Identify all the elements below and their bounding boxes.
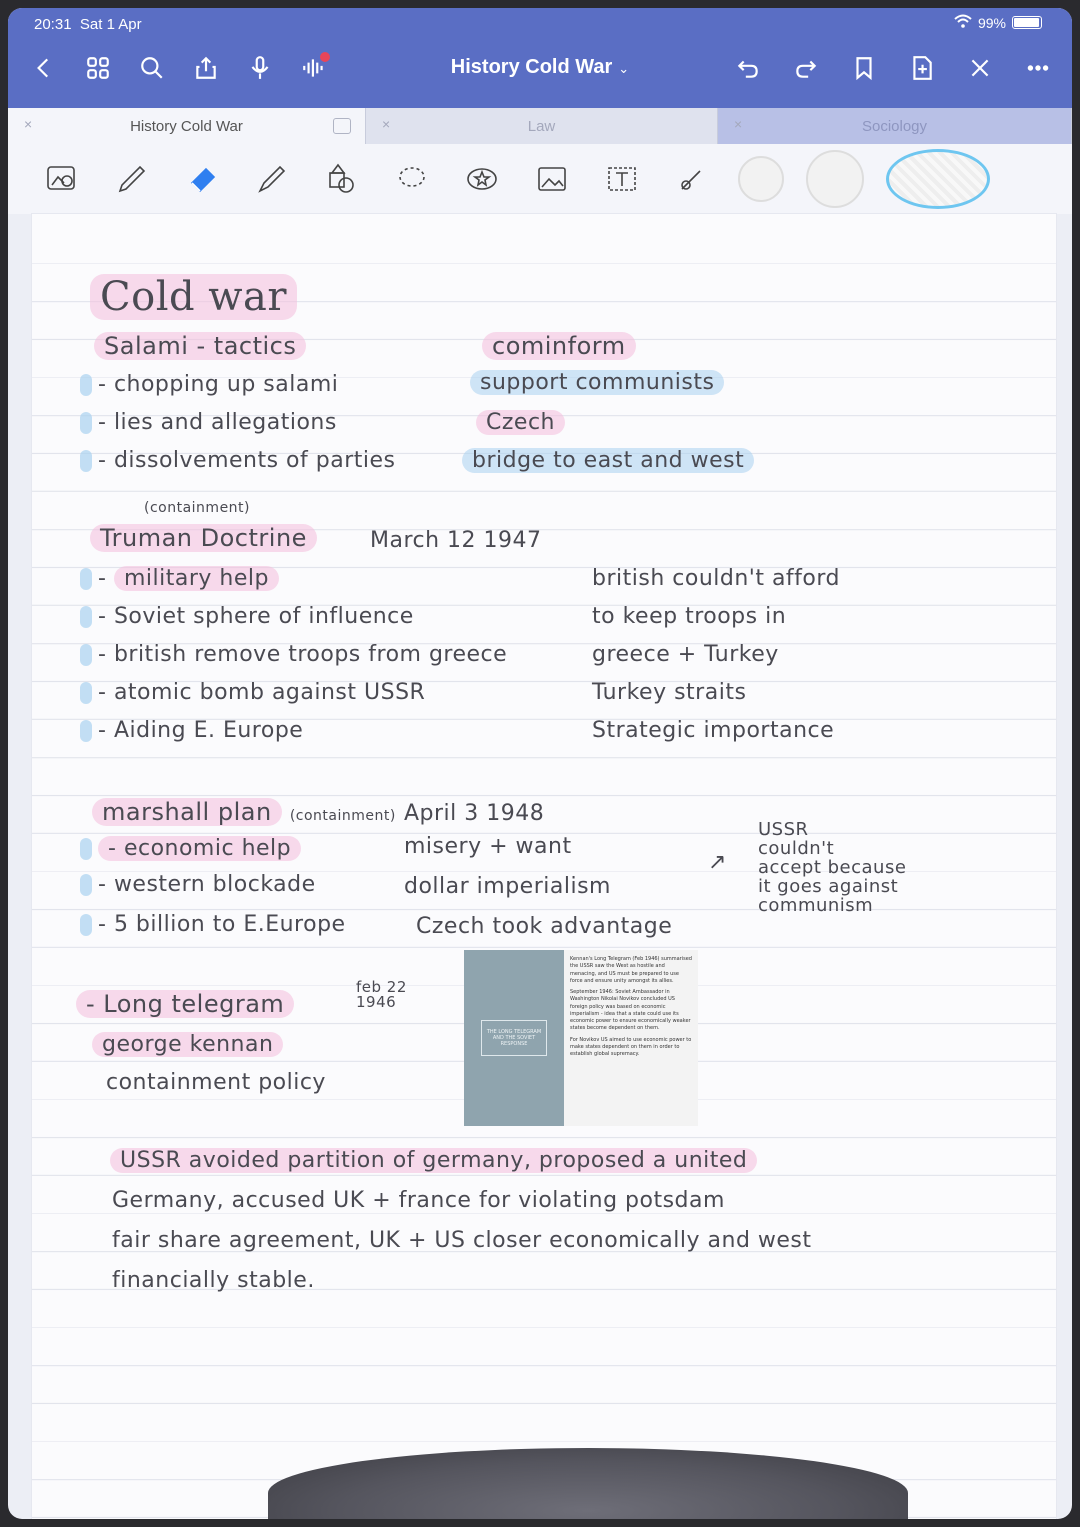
tab-close-icon[interactable]: × — [24, 116, 33, 132]
eraser-icon[interactable] — [178, 155, 226, 203]
page-title: Cold war — [90, 274, 297, 320]
notebook-page[interactable] — [32, 214, 1056, 1519]
tab-label: History Cold War — [130, 117, 243, 135]
book-cover-title: THE LONG TELEGRAM AND THE SOVIET RESPONSE — [481, 1020, 547, 1056]
embedded-text: Kennan's Long Telegram (Feb 1946) summarised the USSR saw the West as hostile and menacing, and US must be prepared to use force and ensure unity amongst its allies. September 1946: Soviet Ambassador in Washington Nikolai Novikov concluded US foreign policy was based on economic imperialism - idea that a state could use its economic power to ensure economically weaker states become dependent on them. For Novikov US aimed to use economic power to make states dependent on them in order to establish global supremacy. — [570, 956, 692, 1057]
embedded-image[interactable] — [464, 950, 698, 1126]
truman-date: March 12 1947 — [370, 528, 542, 553]
telegram-date: feb 22 1946 — [356, 978, 407, 1011]
marshall-note: misery + want — [404, 834, 572, 859]
telegram-heading: - Long telegram — [76, 990, 294, 1018]
tab-history-cold-war[interactable] — [8, 108, 366, 144]
marshall-item: - economic help — [80, 836, 301, 861]
tab-sociology[interactable] — [718, 108, 1072, 144]
germany-line: fair share agreement, UK + US closer economically and west — [112, 1228, 812, 1253]
cominform-heading: cominform — [482, 332, 636, 360]
lasso-icon[interactable] — [388, 155, 436, 203]
cominform-item: support communists — [470, 370, 724, 395]
truman-item: - british remove troops from greece — [80, 642, 507, 667]
book-cover — [464, 950, 564, 1126]
status-time — [34, 16, 142, 33]
telegram-item: george kennan — [92, 1032, 283, 1057]
image-icon[interactable] — [528, 155, 576, 203]
marshall-note: dollar imperialism — [404, 874, 611, 899]
highlighter-icon[interactable] — [248, 155, 296, 203]
truman-note: Strategic importance — [592, 718, 835, 743]
tab-label: Law — [527, 117, 556, 135]
telegram-item: containment policy — [106, 1070, 326, 1095]
battery-percent: 99% — [977, 14, 1006, 31]
salami-item: - chopping up salami — [80, 372, 338, 397]
marshall-heading: marshall plan — [92, 798, 282, 826]
stroke-size-selector[interactable] — [886, 149, 990, 209]
chevron-down-icon: ⌄ — [618, 61, 630, 76]
truman-heading: Truman Doctrine — [90, 524, 317, 552]
truman-item: - military help — [80, 566, 279, 591]
tab-law[interactable] — [366, 108, 718, 144]
salami-heading: Salami - tactics — [94, 332, 306, 360]
arrow-icon: ↗ — [708, 850, 727, 875]
truman-item: - Soviet sphere of influence — [80, 604, 414, 629]
wifi-icon — [954, 14, 972, 31]
pen-toolbar — [8, 144, 1072, 214]
image-zoom-icon[interactable] — [38, 155, 86, 203]
salami-item: - dissolvements of parties — [80, 448, 395, 473]
truman-note: to keep troops in — [592, 604, 787, 629]
cominform-item: Czech — [476, 410, 565, 435]
bookmark-icon[interactable] — [848, 52, 880, 84]
marshall-date: April 3 1948 — [403, 801, 545, 826]
marshall-ussr-note: USSR couldn't accept because it goes against communism — [758, 819, 907, 916]
color-swatch-1[interactable] — [738, 156, 784, 202]
app-screen — [8, 8, 1072, 1519]
more-icon[interactable] — [1022, 52, 1054, 84]
close-icon[interactable] — [964, 52, 996, 84]
cominform-item: bridge to east and west — [462, 448, 754, 473]
color-swatch-2[interactable] — [806, 150, 864, 208]
pen-icon[interactable] — [108, 155, 156, 203]
nav-right — [732, 52, 1054, 84]
top-bar — [8, 8, 1072, 108]
truman-note: british couldn't afford — [592, 566, 840, 591]
truman-item: - atomic bomb against USSR — [80, 680, 425, 705]
tab-close-icon[interactable]: × — [734, 116, 743, 132]
salami-item: - lies and allegations — [80, 410, 337, 435]
battery-icon — [1012, 16, 1042, 29]
truman-item: - Aiding E. Europe — [80, 718, 303, 743]
marshall-item: - 5 billion to E.Europe — [80, 912, 346, 937]
marshall-note: Czech took advantage — [416, 914, 673, 939]
truman-annotation: (containment) — [144, 500, 251, 516]
redo-icon[interactable] — [790, 52, 822, 84]
undo-icon[interactable] — [732, 52, 764, 84]
sticker-icon[interactable] — [458, 155, 506, 203]
marshall-item: - western blockade — [80, 872, 316, 897]
add-page-icon[interactable] — [906, 52, 938, 84]
date: Sat 1 Apr — [79, 16, 142, 33]
tab-close-icon[interactable]: × — [382, 116, 391, 132]
germany-line: USSR avoided partition of germany, proposed a united — [110, 1148, 757, 1173]
germany-line: Germany, accused UK + france for violating potsdam — [112, 1188, 725, 1213]
truman-note: Turkey straits — [592, 680, 747, 705]
laser-pointer-icon[interactable] — [668, 155, 716, 203]
status-right — [954, 14, 1042, 31]
clock: 20:31 — [34, 16, 72, 33]
split-view-icon[interactable] — [333, 118, 351, 134]
marshall-annotation: (containment) — [289, 808, 396, 824]
germany-line: financially stable. — [112, 1268, 315, 1293]
text-icon[interactable] — [598, 155, 646, 203]
marshall-title-line — [92, 798, 544, 826]
shapes-icon[interactable] — [318, 155, 366, 203]
tab-bar — [8, 108, 1072, 144]
document-title-text: History Cold War — [450, 56, 613, 78]
truman-note: greece + Turkey — [592, 642, 779, 667]
tab-label: Sociology — [861, 117, 928, 135]
